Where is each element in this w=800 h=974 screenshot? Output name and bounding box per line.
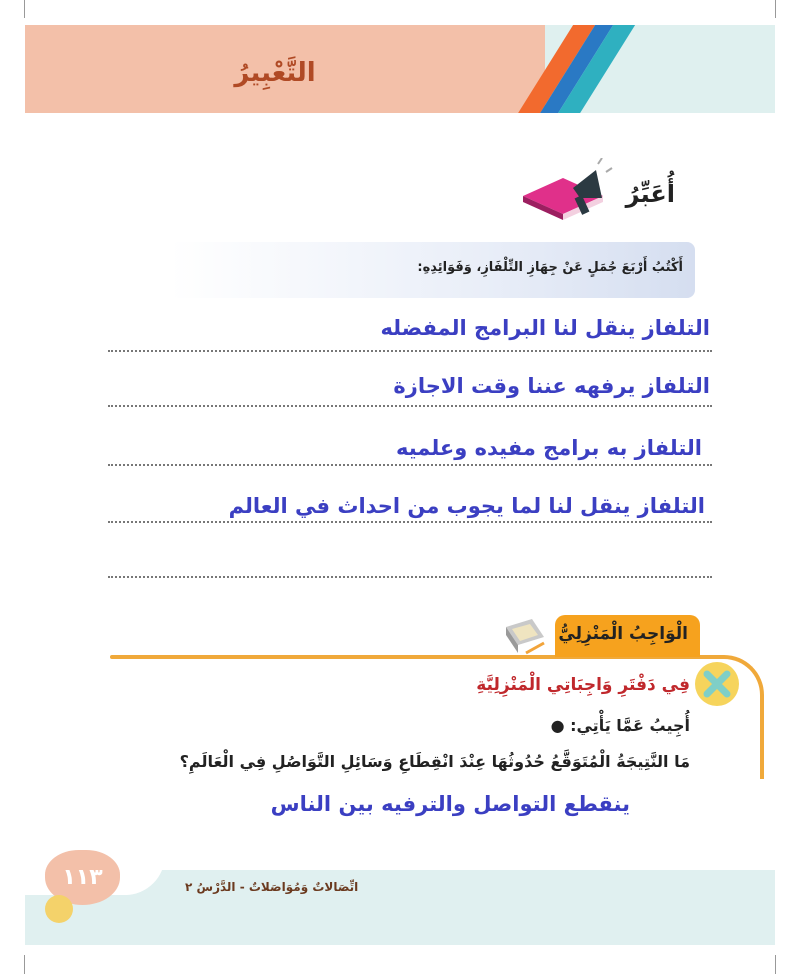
- homework-tab-label: الْوَاجِبُ الْمَنْزِلِيُّ: [558, 624, 688, 644]
- homework-bullet: أُجِيبُ عَمَّا يَأْتِي: ●: [550, 716, 690, 735]
- homework-tab: [555, 615, 700, 657]
- publisher-logo-icon: [45, 895, 73, 923]
- section-title: أُعَبِّرُ: [625, 180, 675, 208]
- homework-badge-icon: [695, 662, 739, 706]
- instruction-box: [170, 242, 695, 298]
- answer-line-4: التلفاز ينقل لنا لما يجوب من احداث في العالم: [228, 494, 705, 518]
- homework-answer: ينقطع التواصل والترفيه بين الناس: [270, 792, 630, 816]
- footer-lesson-title: اتِّصَالاتٌ وَمُوَاصَلاتٌ - الدَّرْسُ ٢: [185, 880, 359, 894]
- page-title: التَّعْبِيرُ: [234, 58, 316, 88]
- header-banner: [25, 25, 775, 113]
- dotted-line: [108, 464, 712, 466]
- answer-line-3: التلفاز به برامج مفيده وعلميه: [395, 436, 702, 460]
- instruction-text: أَكْتُبُ أَرْبَعَ جُمَلٍ عَنْ جِهَازِ التِّلْفَازِ، وَفَوَائِدِهِ:: [417, 260, 683, 275]
- answer-line-2: التلفاز يرفهه عننا وقت الاجازة: [393, 374, 710, 398]
- crop-mark: [775, 955, 776, 974]
- crop-mark: [24, 0, 25, 18]
- homework-question: مَا النَّتِيجَةُ الْمُتَوَقَّعُ حُدُوثُهَا عِنْدَ انْقِطَاعِ وَسَائِلِ التَّوَاصُلِ فِي الْعَالَمِ؟: [179, 752, 690, 771]
- homework-notebook-label: فِي دَفْتَرِ وَاجِبَاتِي الْمَنْزِلِيَّةِ: [476, 675, 690, 695]
- notebook-pencil-icon: [498, 615, 548, 657]
- dotted-line: [108, 350, 712, 352]
- crop-mark: [24, 955, 25, 974]
- dotted-line: [108, 576, 712, 578]
- crop-mark: [775, 0, 776, 18]
- answer-line-1: التلفاز ينقل لنا البرامج المفضله: [380, 316, 710, 340]
- bullet-text: أُجِيبُ عَمَّا يَأْتِي:: [570, 716, 690, 735]
- dotted-line: [108, 405, 712, 407]
- dotted-line: [108, 521, 712, 523]
- page-number: ١١٣: [62, 865, 103, 890]
